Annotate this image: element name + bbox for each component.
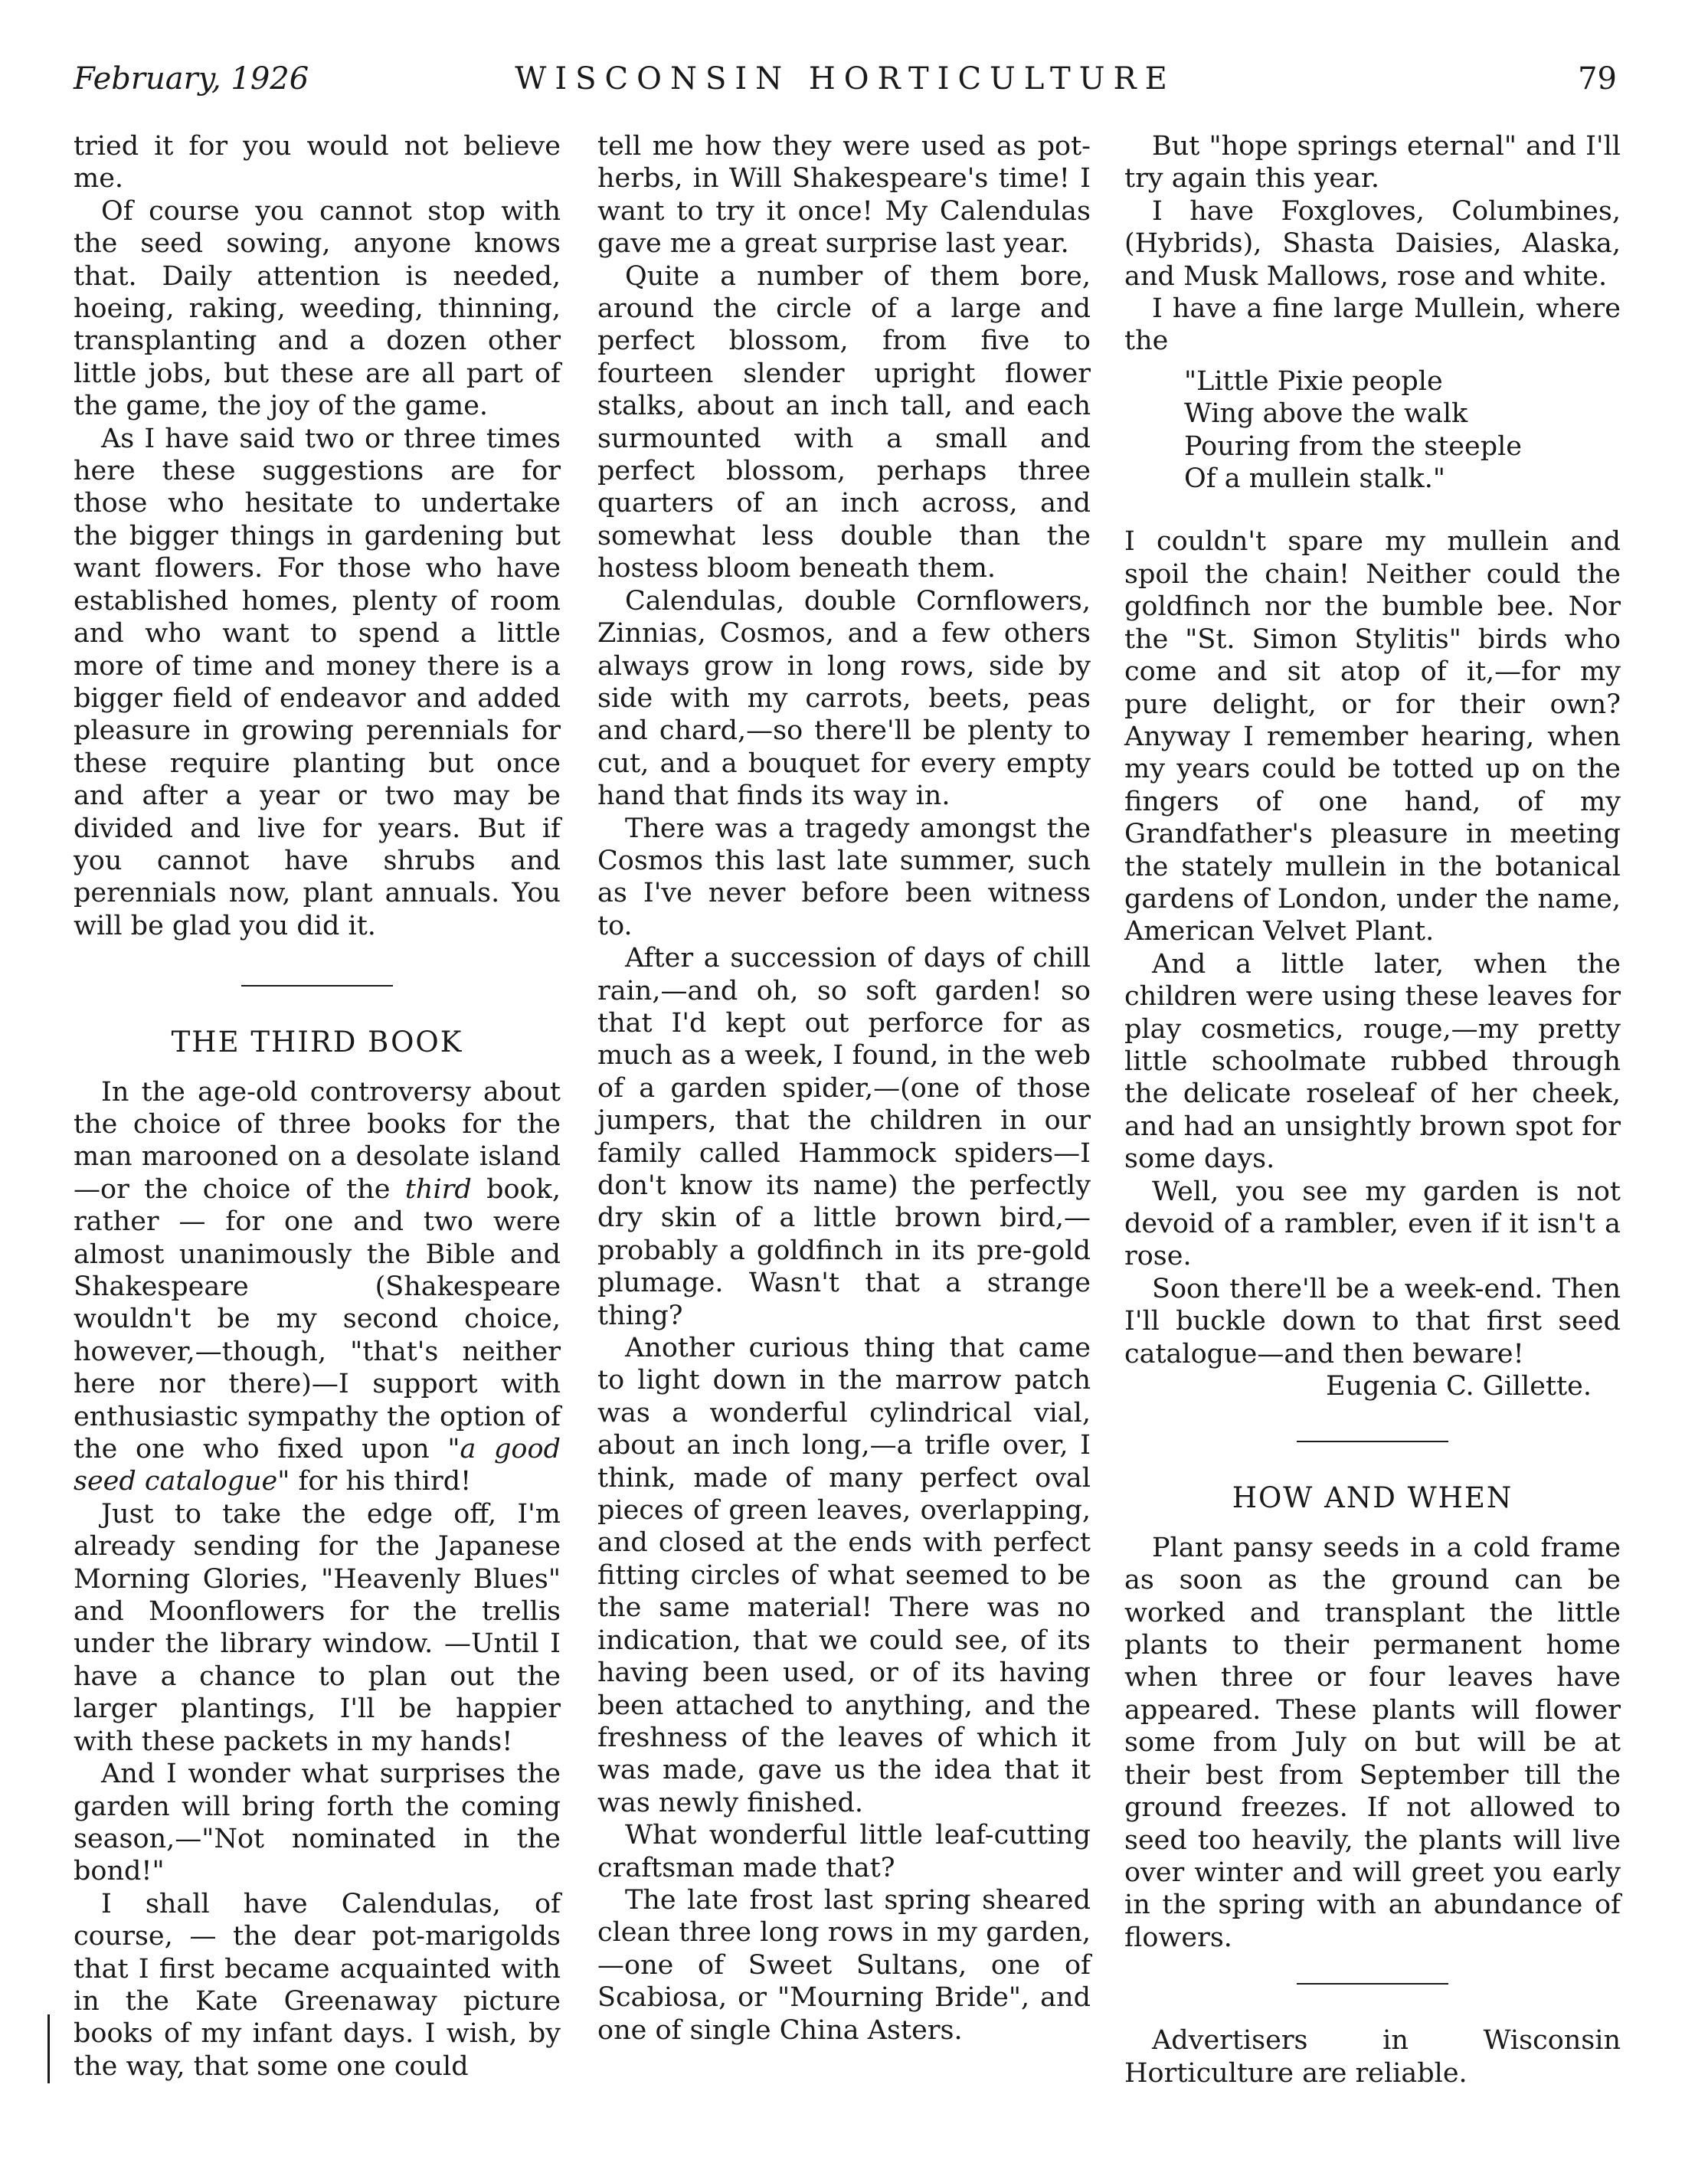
paragraph: What wonderful little leaf-cutting craftsman made that? — [597, 1820, 1091, 1883]
poem-line: Pouring from the steeple — [1184, 430, 1523, 462]
paragraph: As I have said two or three times here these suggestions are for those who hesitate to undertake the bigger things in gardening but want flowers. For those who have established homes, plenty of room and who want to spend a little more of time and money there is a bigger field of endeavor and added pleasure in growing perennials for these require planting but once and after a year or two may be divided and live for years. But if you cannot have shrubs and perennials now, plant annuals. You will be glad you did it. — [74, 423, 561, 941]
paragraph: I shall have Calendulas, of course, — the dear pot-marigolds that I first became acquainted with in the Kate Greenaway picture books of my infant days. I wish, by the way, that some one could — [74, 1888, 561, 2082]
paragraph: Quite a number of them bore, around the circle of a large and perfect blossom, from five to fourteen slender upright flower stalks, about an inch tall, and each surmounted with a small and perfect blossom, perhaps three quarters of an inch across, and somewhat less double than the hostess bloom beneath them. — [597, 260, 1091, 584]
section-heading-third-book: THE THIRD BOOK — [171, 1026, 463, 1059]
paragraph — [74, 1076, 561, 1498]
text-run: In the age-old controversy about the choice of three books for the man marooned on a desolate island—or the choice of the — [74, 1076, 561, 1205]
italic-text: third — [404, 1173, 472, 1205]
poem-line: "Little Pixie people — [1184, 365, 1443, 397]
page-header — [74, 61, 1617, 107]
paragraph: Advertisers in Wisconsin Horticulture are reliable. — [1124, 2025, 1621, 2089]
author-signature: Eugenia C. Gillette. — [1326, 1371, 1592, 1402]
text-run: book, rather — for one and two were almost unanimously the Bible and Shakespeare (Shakespeare wouldn't be my second choice, however,—though, "that's neither here nor there)—I support with enthusiastic sympathy the option of the one who fixed upon " — [74, 1173, 561, 1465]
paragraph: Plant pansy seeds in a cold frame as soon as the ground can be worked and transplant the little plants to their permanent home when three or four leaves have appeared. These plants will flower some from July on but will be at their best from September till the ground freezes. If not allowed to seed too heavily, the plants will live over winter and will greet you early in the spring with an abundance of flowers. — [1124, 1532, 1621, 1953]
paragraph: Just to take the edge off, I'm already sending for the Japanese Morning Glories, "Heavenly Blues" and Moonflowers for the trellis under the library window. —Until I have a chance to plan out the larger plantings, I'll be happier with these packets in my hands! — [74, 1498, 561, 1757]
paragraph: Soon there'll be a week-end. Then I'll buckle down to that first seed catalogue—and then beware! — [1124, 1273, 1621, 1369]
paragraph: Another curious thing that came to light down in the marrow patch was a wonderful cylindrical vial, about an inch long,—a trifle over, I think, made of many perfect oval pieces of green leaves, overlapping, and closed at the ends with perfect fitting circles of what seemed to be the same material! There was no indication, that we could see, of its having been used, or of its having been attached to anything, and the freshness of the leaves of which it was made, gave us the idea that it was newly finished. — [597, 1333, 1091, 1818]
paragraph: Of course you cannot stop with the seed sowing, anyone knows that. Daily attention is needed, hoeing, raking, weeding, thinning, transplanting and a dozen other little jobs, but these are all part of the game, the joy of the game. — [74, 195, 561, 422]
issue-date: February, 1926 — [74, 61, 309, 97]
paragraph: I couldn't spare my mullein and spoil the chain! Neither could the goldfinch nor the bumble bee. Nor the "St. Simon Stylitis" birds who come and sit atop of it,—for my pure delight, or for their own? Anyway I remember hearing, when my years could be totted up on the fingers of one hand, of my Grandfather's pleasure in meeting the stately mullein in the botanical gardens of London, under the name, American Velvet Plant. — [1124, 526, 1621, 947]
paragraph: tried it for you would not believe me. — [74, 131, 561, 195]
column-1 — [74, 130, 561, 2083]
paragraph: I have Foxgloves, Columbines, (Hybrids), Shasta Daisies, Alaska, and Musk Mallows, rose and white. — [1124, 195, 1621, 292]
paragraph: And I wonder what surprises the garden will bring forth the coming season,—"Not nominated in the bond!" — [74, 1759, 561, 1887]
poem-line: Of a mullein stalk." — [1184, 463, 1445, 495]
paragraph: tell me how they were used as pot-herbs, in Will Shakespeare's time! I want to try it once! My Calendulas gave me a great surprise last year. — [597, 131, 1091, 260]
paragraph: I have a fine large Mullein, where the — [1124, 293, 1621, 357]
column-3 — [1124, 130, 1621, 2089]
text-run: " for his third! — [277, 1466, 472, 1497]
column-2 — [597, 130, 1091, 2047]
paragraph: The late frost last spring sheared clean three long rows in my garden,—one of Sweet Sultans, one of Scabiosa, or "Mourning Bride", and one of single China Asters. — [597, 1884, 1091, 2046]
italic-text: a good seed catalogue — [74, 1434, 561, 1497]
poem-line: Wing above the walk — [1184, 398, 1468, 430]
paragraph: Calendulas, double Cornflowers, Zinnias, Cosmos, and a few others always grow in long rows, side by side with my carrots, beets, peas and chard,—so there'll be plenty to cut, and a bouquet for every empty hand that finds its way in. — [597, 585, 1091, 812]
page-number: 79 — [1578, 61, 1617, 97]
margin-mark — [47, 2014, 50, 2083]
magazine-title: WISCONSIN HORTICULTURE — [515, 61, 1176, 97]
paragraph: There was a tragedy amongst the Cosmos this last late summer, such as I've never before been witness to. — [597, 813, 1091, 941]
paragraph: And a little later, when the children were using these leaves for play cosmetics, rouge,—my pretty little schoolmate rubbed through the delicate roseleaf of her cheek, and had an unsightly brown spot for some days. — [1124, 948, 1621, 1175]
section-heading-how-and-when: HOW AND WHEN — [1232, 1481, 1513, 1515]
paragraph: After a succession of days of chill rain,—and oh, so soft garden! so that I'd kept out perforce for as much as a week, I found, in the web of a garden spider,—(one of those jumpers, that the children in our family called Hammock spiders—I don't know its name) the perfectly dry skin of a little brown bird,—probably a goldfinch in its pre-gold plumage. Wasn't that a strange thing? — [597, 943, 1091, 1331]
poem-quote — [1184, 365, 1621, 496]
paragraph: Well, you see my garden is not devoid of a rambler, even if it isn't a rose. — [1124, 1176, 1621, 1272]
paragraph: But "hope springs eternal" and I'll try again this year. — [1124, 131, 1621, 195]
